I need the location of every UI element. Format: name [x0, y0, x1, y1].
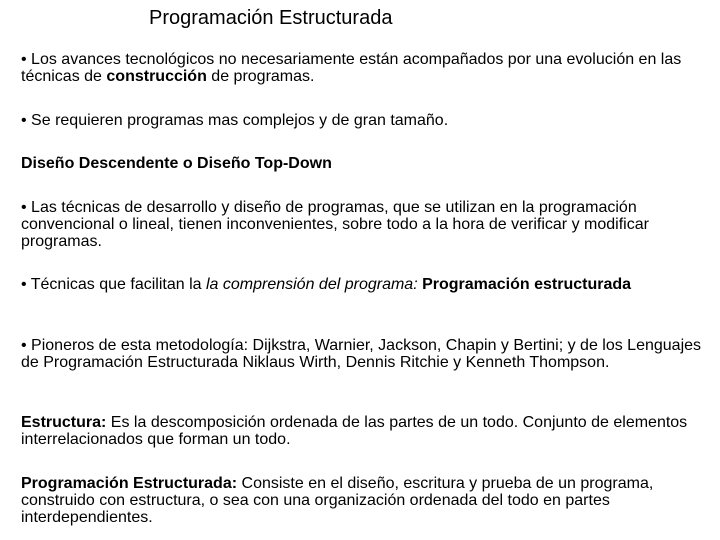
paragraph-tecnicas-facilitan-lead: • Técnicas que facilitan la	[21, 276, 206, 293]
paragraph-tecnicas-desarrollo-text: • Las técnicas de desarrollo y diseño de programas, que se utilizan en la programación convencional o lineal, tienen inconvenientes, sobre todo a la hora de verificar y modificar programas.	[21, 199, 649, 250]
paragraph-avances	[21, 51, 711, 85]
heading-diseno-descendente	[21, 155, 711, 172]
paragraph-estructura-definition	[21, 414, 711, 448]
paragraph-programacion-estructurada-term: Programación Estructurada:	[21, 475, 238, 492]
paragraph-pioneros-text: • Pioneros de esta metodología: Dijkstra, Warnier, Jackson, Chapin y Bertini; y de los Lenguajes de Programación Estructurada Niklaus Wirth, Dennis Ritchie y Kenneth Thompson.	[21, 337, 702, 371]
paragraph-tecnicas-desarrollo	[21, 199, 711, 250]
paragraph-programacion-estructurada-definition	[21, 475, 711, 526]
paragraph-requieren-text: • Se requieren programas mas complejos y de gran tamaño.	[21, 112, 449, 129]
paragraph-avances-tail: de programas.	[206, 68, 315, 85]
paragraph-avances-bold: construcción	[106, 68, 207, 85]
paragraph-tecnicas-facilitan	[21, 276, 711, 293]
paragraph-programacion-estructurada-definition-text: Consiste en el diseño, escritura y prueba de un programa, construido con estructura, o sea con una organización ordenada del todo en partes interdependientes.	[21, 475, 654, 526]
paragraph-estructura-term: Estructura:	[21, 414, 107, 431]
paragraph-tecnicas-facilitan-bold: Programación estructurada	[417, 276, 632, 293]
paragraph-pioneros	[21, 337, 711, 371]
paragraph-tecnicas-facilitan-italic: la comprensión del programa:	[205, 276, 418, 293]
heading-diseno-descendente-text: Diseño Descendente o Diseño Top-Down	[21, 155, 332, 172]
slide-title: Programación Estructurada	[149, 7, 393, 29]
paragraph-requieren	[21, 112, 711, 129]
paragraph-avances-lead: • Los avances tecnológicos no necesariamente están acompañados por una evolución en las técnicas de	[21, 51, 682, 85]
paragraph-estructura-definition-text: Es la descomposición ordenada de las partes de un todo. Conjunto de elementos interrelacionados que forman un todo.	[21, 414, 688, 448]
